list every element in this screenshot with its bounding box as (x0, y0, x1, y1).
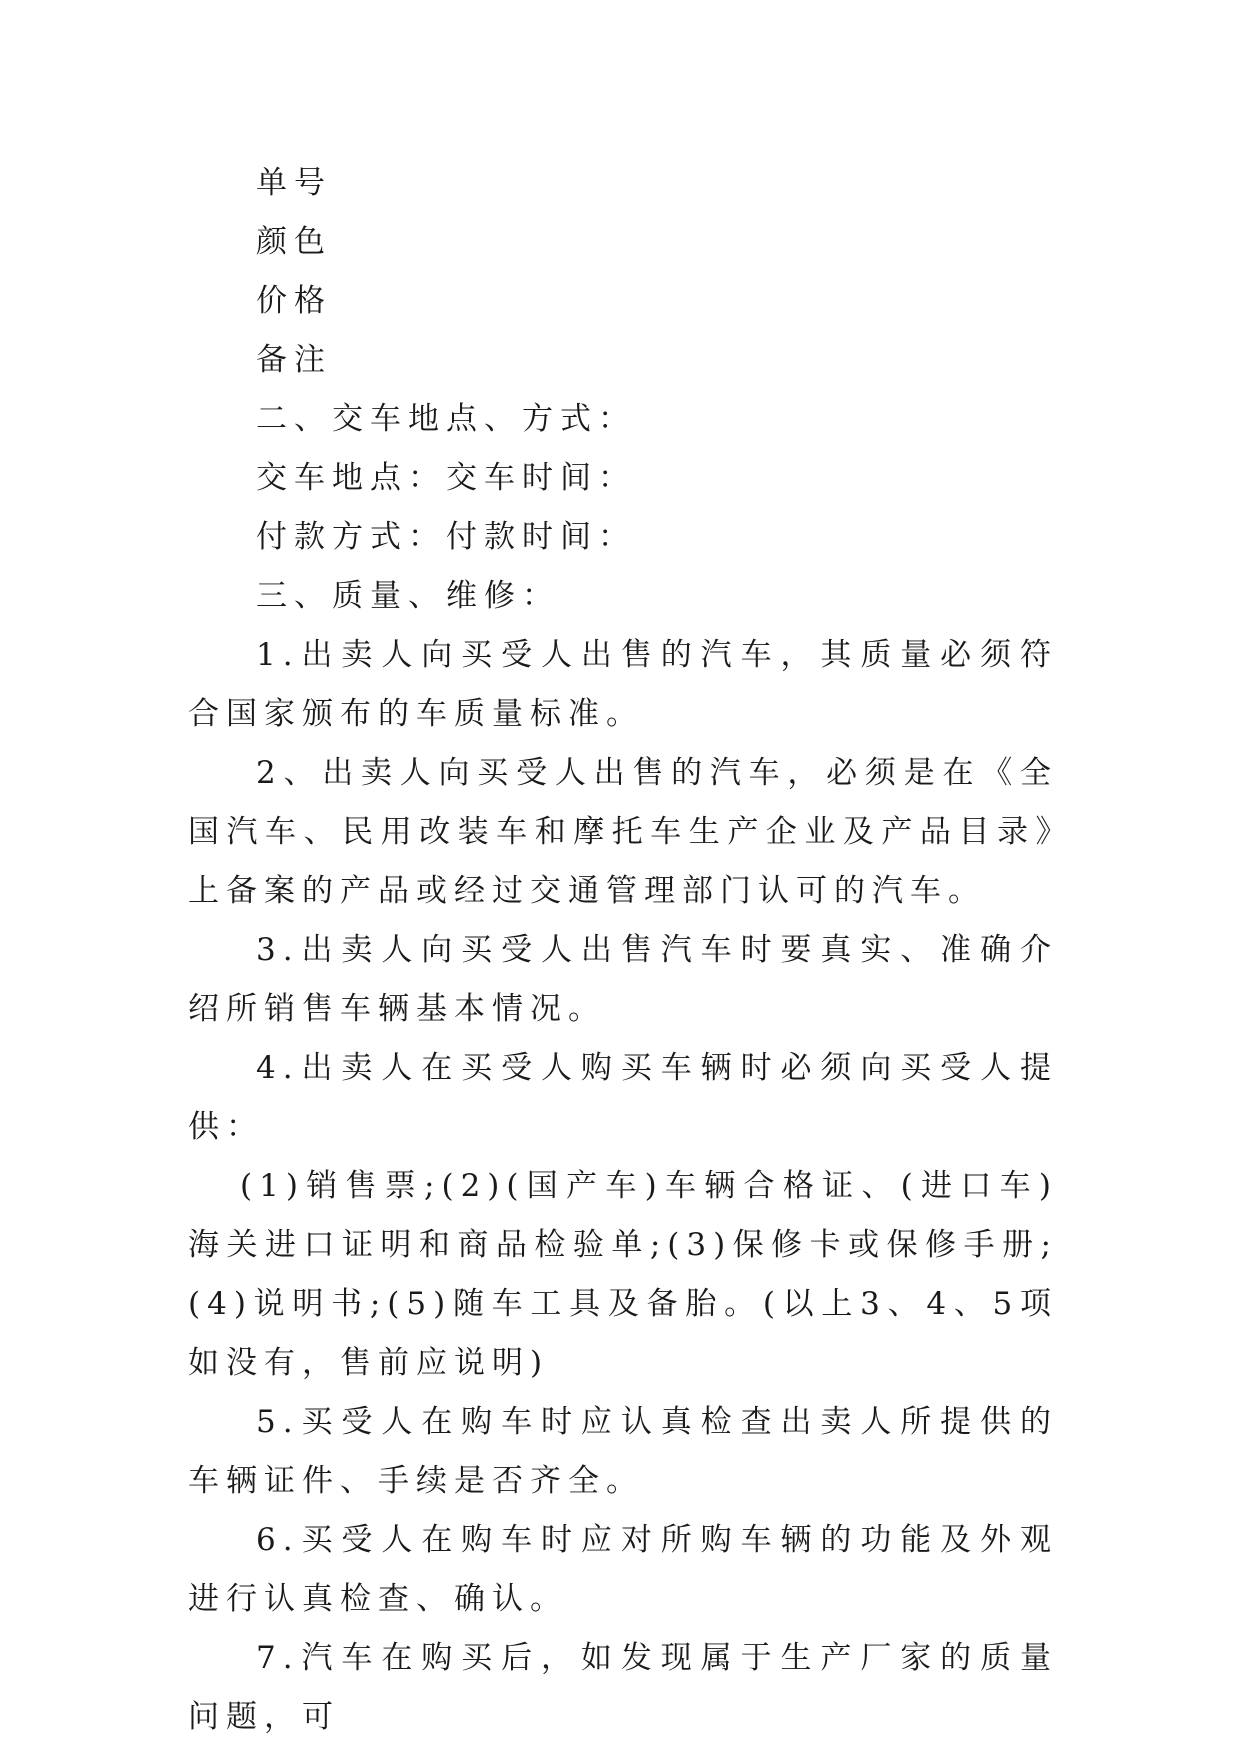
quality-item-1: 1.出卖人向买受人出售的汽车，其质量必须符合国家颁布的车质量标准。 (188, 637, 1058, 732)
quality-item-7: 7.汽车在购买后，如发现属于生产厂家的质量问题，可 (188, 1640, 1058, 1735)
payment-line: 付款方式：付款时间： (256, 519, 636, 555)
field-color: 颜色 (256, 224, 332, 260)
delivery-line: 交车地点：交车时间： (256, 460, 636, 496)
quality-item-3: 3.出卖人向买受人出售汽车时要真实、准确介绍所销售车辆基本情况。 (188, 932, 1058, 1027)
section3-heading: 三、质量、维修： (256, 578, 560, 614)
document-body (188, 154, 1058, 1747)
quality-item-6: 6.买受人在购车时应对所购车辆的功能及外观进行认真检查、确认。 (188, 1522, 1058, 1617)
quality-item-4-list: (1)销售票;(2)(国产车)车辆合格证、(进口车)海关进口证明和商品检验单;(3)保修卡或保修手册;(4)说明书;(5)随车工具及备胎。(以上3、4、5项如没有，售前应说明) (188, 1168, 1058, 1381)
section2-heading: 二、交车地点、方式： (256, 401, 636, 437)
field-serial: 单号 (256, 165, 332, 201)
field-remarks: 备注 (256, 342, 332, 378)
quality-item-4: 4.出卖人在买受人购买车辆时必须向买受人提供： (188, 1050, 1058, 1145)
quality-item-5: 5.买受人在购车时应认真检查出卖人所提供的车辆证件、手续是否齐全。 (188, 1404, 1058, 1499)
quality-item-2: 2、出卖人向买受人出售的汽车，必须是在《全国汽车、民用改装车和摩托车生产企业及产品目录》上备案的产品或经过交通管理部门认可的汽车。 (188, 755, 1058, 909)
field-price: 价格 (256, 283, 332, 319)
